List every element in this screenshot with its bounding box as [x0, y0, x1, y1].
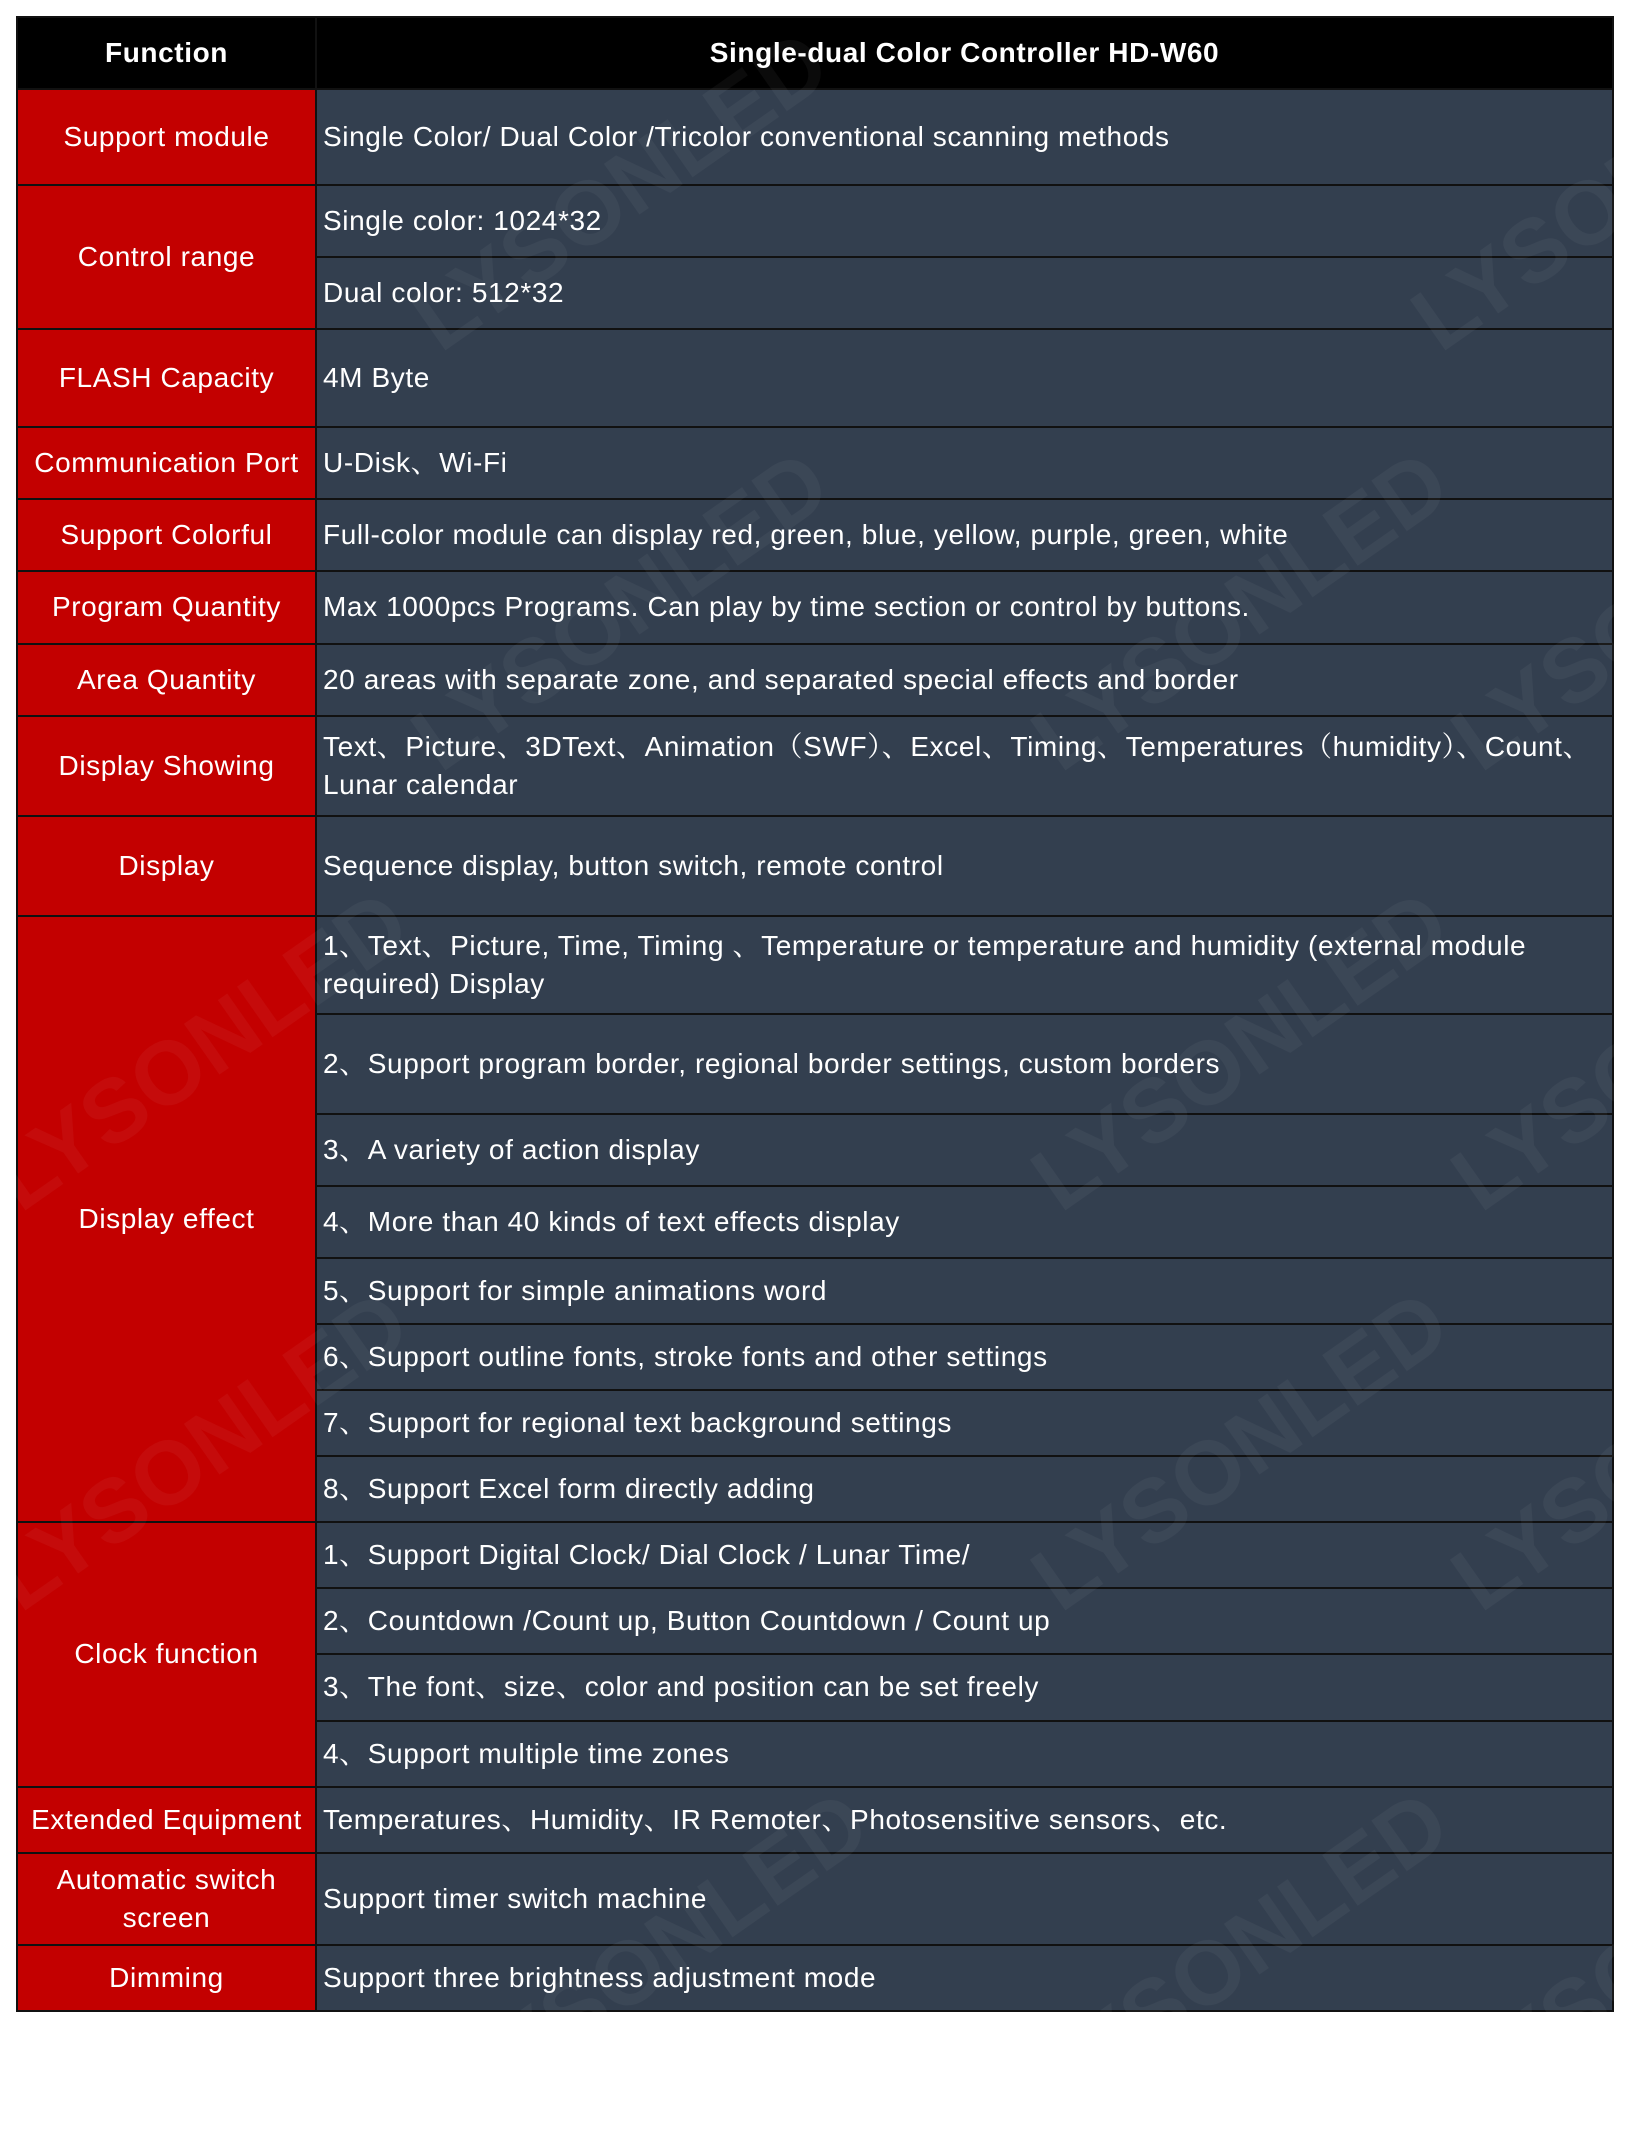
- function-cell: Display effect: [17, 916, 316, 1523]
- header-row: [17, 17, 1613, 89]
- value-cell: Full-color module can display red, green, blue, yellow, purple, green, white: [316, 499, 1613, 571]
- value-cell: Support timer switch machine: [316, 1853, 1613, 1945]
- function-cell: Support module: [17, 89, 316, 185]
- function-cell: Control range: [17, 185, 316, 329]
- value-cell: Dual color: 512*32: [316, 257, 1613, 329]
- table-row: [17, 427, 1613, 499]
- value-cell: U-Disk、Wi-Fi: [316, 427, 1613, 499]
- function-cell: Program Quantity: [17, 571, 316, 643]
- value-cell: 1、Text、Picture, Time, Timing 、Temperature or temperature and humidity (external module required) Display: [316, 916, 1613, 1014]
- value-cell: 5、Support for simple animations word: [316, 1258, 1613, 1324]
- value-cell: 4M Byte: [316, 329, 1613, 427]
- table-row: [17, 916, 1613, 1014]
- value-cell: Text、Picture、3DText、Animation（SWF）、Excel、Timing、Temperatures（humidity）、Count、Lunar calendar: [316, 716, 1613, 816]
- function-cell: Automatic switch screen: [17, 1853, 316, 1945]
- value-cell: 3、The font、size、color and position can be set freely: [316, 1654, 1613, 1720]
- function-cell: Display: [17, 816, 316, 916]
- value-cell: 1、Support Digital Clock/ Dial Clock / Lunar Time/: [316, 1522, 1613, 1588]
- function-cell: FLASH Capacity: [17, 329, 316, 427]
- table-row: [17, 644, 1613, 716]
- product-header: Single-dual Color Controller HD-W60: [316, 17, 1613, 89]
- value-cell: 2、Support program border, regional border settings, custom borders: [316, 1014, 1613, 1114]
- value-cell: 2、Countdown /Count up, Button Countdown / Count up: [316, 1588, 1613, 1654]
- spec-table: [16, 16, 1614, 2012]
- value-cell: Temperatures、Humidity、IR Remoter、Photosensitive sensors、etc.: [316, 1787, 1613, 1853]
- value-cell: 4、Support multiple time zones: [316, 1721, 1613, 1787]
- table-row: [17, 716, 1613, 816]
- table-row: [17, 1787, 1613, 1853]
- table-row: [17, 89, 1613, 185]
- function-cell: Clock function: [17, 1522, 316, 1786]
- function-header: Function: [17, 17, 316, 89]
- function-cell: Dimming: [17, 1945, 316, 2011]
- function-cell: Area Quantity: [17, 644, 316, 716]
- value-cell: Sequence display, button switch, remote control: [316, 816, 1613, 916]
- table-row: [17, 185, 1613, 257]
- table-row: [17, 816, 1613, 916]
- table-row: [17, 1945, 1613, 2011]
- value-cell: Single Color/ Dual Color /Tricolor conventional scanning methods: [316, 89, 1613, 185]
- value-cell: Support three brightness adjustment mode: [316, 1945, 1613, 2011]
- value-cell: 3、A variety of action display: [316, 1114, 1613, 1186]
- value-cell: 6、Support outline fonts, stroke fonts and other settings: [316, 1324, 1613, 1390]
- spec-body: [17, 89, 1613, 2011]
- table-row: [17, 1853, 1613, 1945]
- value-cell: Single color: 1024*32: [316, 185, 1613, 257]
- function-cell: Display Showing: [17, 716, 316, 816]
- function-cell: Communication Port: [17, 427, 316, 499]
- table-row: [17, 499, 1613, 571]
- value-cell: 7、Support for regional text background settings: [316, 1390, 1613, 1456]
- table-row: [17, 1522, 1613, 1588]
- value-cell: 4、More than 40 kinds of text effects display: [316, 1186, 1613, 1258]
- function-cell: Support Colorful: [17, 499, 316, 571]
- value-cell: 20 areas with separate zone, and separated special effects and border: [316, 644, 1613, 716]
- function-cell: Extended Equipment: [17, 1787, 316, 1853]
- table-row: [17, 571, 1613, 643]
- value-cell: Max 1000pcs Programs. Can play by time section or control by buttons.: [316, 571, 1613, 643]
- table-row: [17, 329, 1613, 427]
- value-cell: 8、Support Excel form directly adding: [316, 1456, 1613, 1522]
